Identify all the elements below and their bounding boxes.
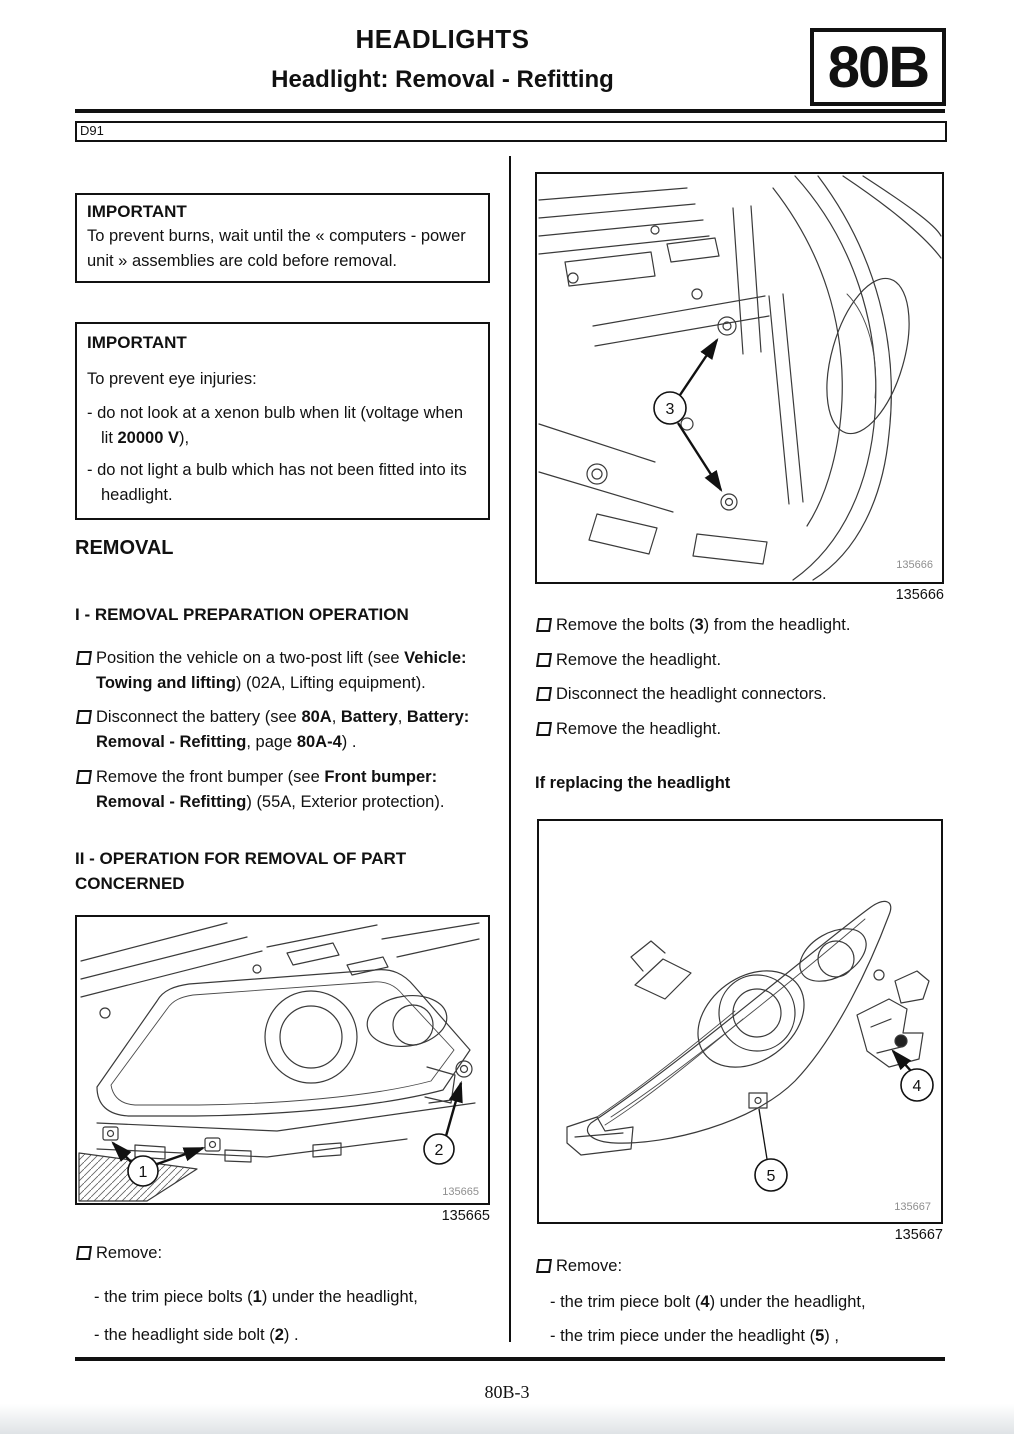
warning-item: - do not look at a xenon bulb when lit (voltage when lit 20000 V),: [87, 404, 464, 447]
svg-text:1: 1: [138, 1164, 148, 1181]
vehicle-code: D91: [80, 123, 104, 138]
step-item: Disconnect the headlight connectors.: [535, 682, 944, 707]
svg-text:2: 2: [434, 1142, 444, 1159]
figure-caption: 135665: [441, 1208, 490, 1224]
header: [75, 24, 810, 94]
step-item: Remove the headlight.: [535, 648, 944, 673]
callout-4: [893, 1051, 933, 1101]
remove-sub-item: - the headlight side bolt (2) .: [94, 1326, 299, 1344]
figure-135665: [75, 915, 490, 1205]
step-item: Remove the front bumper (see Front bumper: Removal - Refitting) (55A, Exterior protection).: [75, 765, 490, 815]
figure-caption: 135666: [895, 587, 944, 603]
callout-2: [424, 1083, 461, 1164]
step-item: Remove the bolts (3) from the headlight.: [535, 613, 944, 638]
headlight-front-view-illustration: [77, 917, 488, 1203]
checkbox-icon: [76, 710, 92, 724]
checkbox-icon: [536, 653, 552, 667]
svg-text:3: 3: [665, 401, 675, 418]
section-code-box: [810, 28, 946, 106]
section-code: 80B: [827, 34, 929, 100]
page-title: Headlight: Removal - Refitting: [271, 66, 614, 93]
checkbox-icon: [536, 1259, 552, 1273]
step-item: Disconnect the battery (see 80A, Battery, Battery: Removal - Refitting, page 80A-4) .: [75, 705, 490, 755]
svg-text:5: 5: [766, 1168, 776, 1185]
remove-sub-item: - the trim piece under the headlight (5) ,: [550, 1327, 839, 1345]
page-number: 80B-3: [484, 1382, 530, 1402]
figure-135667: [537, 819, 943, 1224]
checkbox-icon: [536, 722, 552, 736]
body-line-art: [539, 176, 941, 580]
important-box-2: [75, 322, 490, 520]
svg-text:4: 4: [912, 1078, 922, 1095]
callout-3: [654, 340, 721, 490]
checkbox-icon: [76, 770, 92, 784]
checkbox-icon: [536, 618, 552, 632]
checkbox-icon: [76, 651, 92, 665]
step-item: Position the vehicle on a two-post lift (see Vehicle: Towing and lifting) (02A, Lifting equipment).: [75, 646, 490, 696]
figure-135666: [535, 172, 944, 584]
section-2-heading: II - OPERATION FOR REMOVAL OF PART CONCERNED: [75, 849, 407, 893]
warning-item: - do not light a bulb which has not been fitted into its headlight.: [87, 461, 467, 504]
checkbox-icon: [76, 1246, 92, 1260]
figure-id-watermark: 135665: [442, 1186, 479, 1198]
if-replacing-heading: If replacing the headlight: [535, 774, 731, 792]
figure-id-watermark: 135667: [894, 1201, 931, 1213]
remove-sub-item: - the trim piece bolt (4) under the headlight,: [550, 1293, 866, 1311]
important-title: IMPORTANT: [87, 202, 187, 221]
section-1-heading: I - REMOVAL PREPARATION OPERATION: [75, 605, 409, 624]
footer-rule: [75, 1357, 945, 1361]
important-box-1: [75, 193, 490, 283]
figure-id-watermark: 135666: [896, 559, 933, 571]
important-body: To prevent burns, wait until the « computers - power unit » assemblies are cold before removal.: [87, 227, 466, 270]
step-item: Remove the headlight.: [535, 717, 944, 742]
important-intro: To prevent eye injuries:: [87, 370, 257, 388]
remove-label-item: Remove:: [535, 1254, 950, 1279]
removal-heading: REMOVAL: [75, 537, 174, 559]
callout-5: [755, 1109, 787, 1191]
remove-label-item: Remove:: [75, 1241, 490, 1266]
figure-caption: 135667: [894, 1227, 943, 1243]
vehicle-code-bar: [75, 121, 947, 142]
car-front-corner-illustration: [537, 174, 942, 582]
page-section-title: HEADLIGHTS: [355, 24, 530, 54]
headlight-line-art: [567, 901, 929, 1155]
column-divider: [509, 156, 511, 1342]
page-bottom-shading: [0, 1404, 1014, 1434]
remove-sub-item: - the trim piece bolts (1) under the headlight,: [94, 1288, 418, 1306]
header-rule: [75, 109, 945, 113]
checkbox-icon: [536, 687, 552, 701]
removed-headlight-illustration: [539, 821, 941, 1222]
important-title: IMPORTANT: [87, 333, 187, 352]
